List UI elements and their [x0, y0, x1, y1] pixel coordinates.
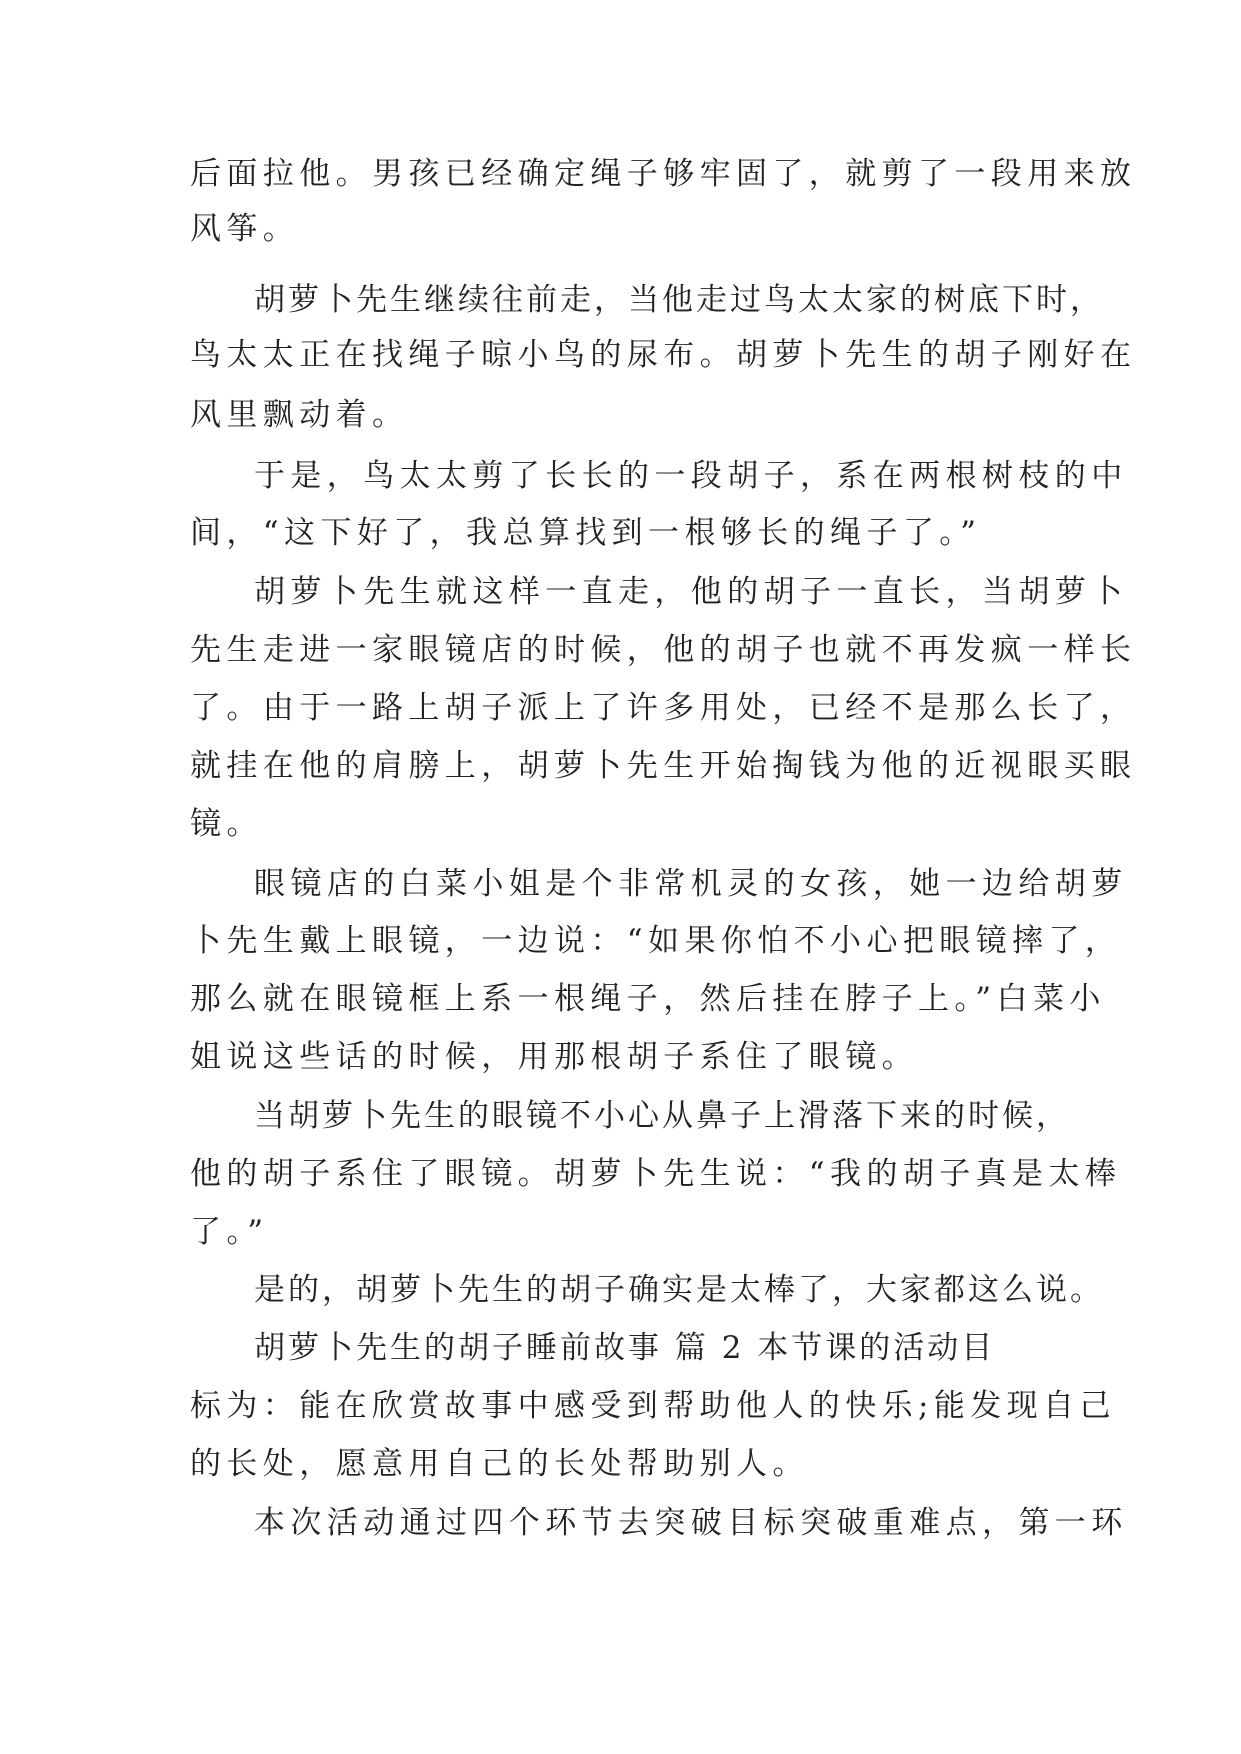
paragraph-line: 了。由于一路上胡子派上了许多用处，已经不是那么长了，	[190, 690, 1137, 726]
paragraph-line: 标为：能在欣赏故事中感受到帮助他人的快乐;能发现自己	[190, 1388, 1116, 1424]
paragraph-line: 先生走进一家眼镜店的时候，他的胡子也就不再发疯一样长	[190, 632, 1137, 668]
paragraph-line: 于是，鸟太太剪了长长的一段胡子，系在两根树枝的中	[254, 458, 1128, 494]
paragraph-line: 当胡萝卜先生的眼镜不小心从鼻子上滑落下来的时候，	[254, 1098, 1070, 1134]
paragraph-line: 眼镜店的白菜小姐是个非常机灵的女孩，她一边给胡萝	[254, 866, 1128, 902]
paragraph-line: 风筝。	[190, 211, 300, 247]
paragraph-line: 的长处，愿意用自己的长处帮助别人。	[190, 1446, 809, 1482]
paragraph-line: 间，“这下好了，我总算找到一根够长的绳子了。”	[190, 515, 982, 551]
paragraph-line: 胡萝卜先生继续往前走，当他走过鸟太太家的树底下时，	[254, 282, 1104, 318]
paragraph-line: 就挂在他的肩膀上，胡萝卜先生开始掏钱为他的近视眼买眼	[190, 748, 1137, 784]
paragraph-line: 卜先生戴上眼镜，一边说：“如果你怕不小心把眼镜摔了，	[190, 923, 1122, 959]
section-heading-line: 胡萝卜先生的胡子睡前故事 篇 2 本节课的活动目	[254, 1330, 996, 1366]
paragraph-line: 他的胡子系住了眼镜。胡萝卜先生说：“我的胡子真是太棒	[190, 1156, 1122, 1192]
paragraph-line: 胡萝卜先生就这样一直走，他的胡子一直长，当胡萝卜	[254, 574, 1128, 610]
paragraph-line: 镜。	[190, 806, 263, 842]
paragraph-line: 鸟太太正在找绳子晾小鸟的尿布。胡萝卜先生的胡子刚好在	[190, 337, 1137, 373]
paragraph-line: 风里飘动着。	[190, 397, 409, 433]
paragraph-line: 了。”	[190, 1214, 269, 1250]
paragraph-line: 那么就在眼镜框上系一根绳子，然后挂在脖子上。”白菜小	[190, 981, 1106, 1017]
paragraph-line: 是的，胡萝卜先生的胡子确实是太棒了，大家都这么说。	[254, 1272, 1104, 1308]
paragraph-line: 姐说这些话的时候，用那根胡子系住了眼镜。	[190, 1039, 918, 1075]
paragraph-line: 本次活动通过四个环节去突破目标突破重难点，第一环	[254, 1505, 1128, 1541]
paragraph-line: 后面拉他。男孩已经确定绳子够牢固了，就剪了一段用来放	[190, 156, 1137, 192]
